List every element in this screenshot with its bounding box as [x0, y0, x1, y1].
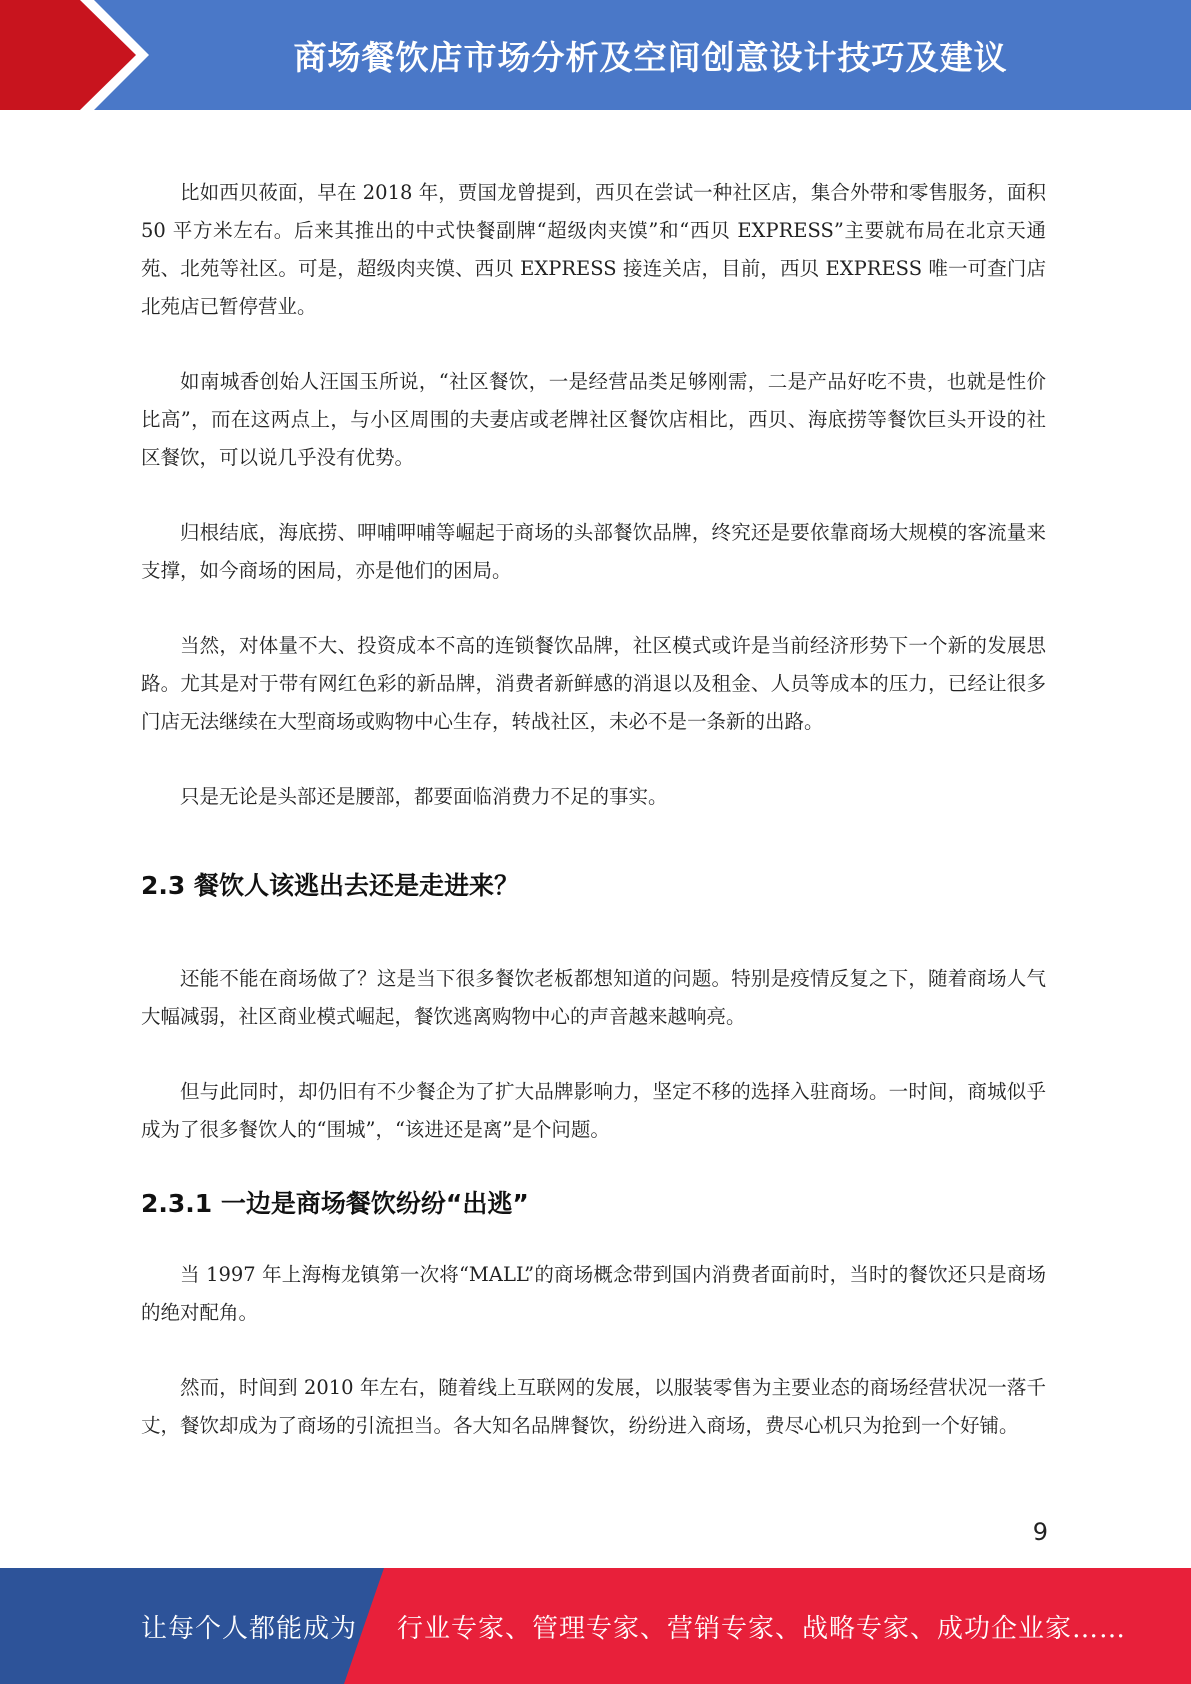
paragraph: 但与此同时，却仍旧有不少餐企为了扩大品牌影响力，坚定不移的选择入驻商场。一时间，商城似乎成为了很多餐饮人的“围城”，“该进还是离”是个问题。	[141, 1080, 1046, 1141]
header-arrow-decoration	[0, 0, 160, 110]
paragraph: 归根结底，海底捞、呷哺呷哺等崛起于商场的头部餐饮品牌，终究还是要依靠商场大规模的客流量来支撑，如今商场的困局，亦是他们的困局。	[141, 521, 1046, 582]
paragraph: 如南城香创始人汪国玉所说，“社区餐饮，一是经营品类足够刚需，二是产品好吃不贵，也就是性价比高”，而在这两点上，与小区周围的夫妻店或老牌社区餐饮店相比，西贝、海底捞等餐饮巨头开设的社区餐饮，可以说几乎没有优势。	[141, 370, 1046, 469]
page-number: 9	[1032, 1518, 1048, 1546]
paragraph: 比如西贝莜面，早在 2018 年，贾国龙曾提到，西贝在尝试一种社区店，集合外带和零售服务，面积 50 平方米左右。后来其推出的中式快餐副牌“超级肉夹馍”和“西贝 EXPRESS”主要就布局在北京天通苑、北苑等社区。可是，超级肉夹馍、西贝 EXPRESS 接连关店，目前，西贝 EXPRESS 唯一可查门店北苑店已暂停营业。	[141, 181, 1046, 318]
document-body	[141, 174, 1046, 1482]
paragraph: 当 1997 年上海梅龙镇第一次将“MALL”的商场概念带到国内消费者面前时，当时的餐饮还只是商场的绝对配角。	[141, 1263, 1046, 1324]
paragraph: 只是无论是头部还是腰部，都要面临消费力不足的事实。	[180, 785, 668, 808]
footer-slogan-right: 行业专家、管理专家、营销专家、战略专家、成功企业家……	[397, 1613, 1127, 1644]
paragraph: 还能不能在商场做了？这是当下很多餐饮老板都想知道的问题。特别是疫情反复之下，随着商场人气大幅减弱，社区商业模式崛起，餐饮逃离购物中心的声音越来越响亮。	[141, 967, 1046, 1028]
section-heading: 2.3 餐饮人该逃出去还是走进来？	[141, 871, 519, 900]
subsection-heading: 2.3.1 一边是商场餐饮纷纷“出逃”	[141, 1189, 529, 1218]
document-title: 商场餐饮店市场分析及空间创意设计技巧及建议	[293, 37, 1008, 77]
page-footer	[0, 1568, 1191, 1684]
paragraph: 当然，对体量不大、投资成本不高的连锁餐饮品牌，社区模式或许是当前经济形势下一个新的发展思路。尤其是对于带有网红色彩的新品牌，消费者新鲜感的消退以及租金、人员等成本的压力，已经让很多门店无法继续在大型商场或购物中心生存，转战社区，未必不是一条新的出路。	[141, 634, 1046, 733]
page-header	[0, 0, 1191, 110]
paragraph: 然而，时间到 2010 年左右，随着线上互联网的发展，以服装零售为主要业态的商场经营状况一落千丈，餐饮却成为了商场的引流担当。各大知名品牌餐饮，纷纷进入商场，费尽心机只为抢到一个好铺。	[141, 1376, 1046, 1437]
footer-slogan-left: 让每个人都能成为	[141, 1613, 358, 1644]
